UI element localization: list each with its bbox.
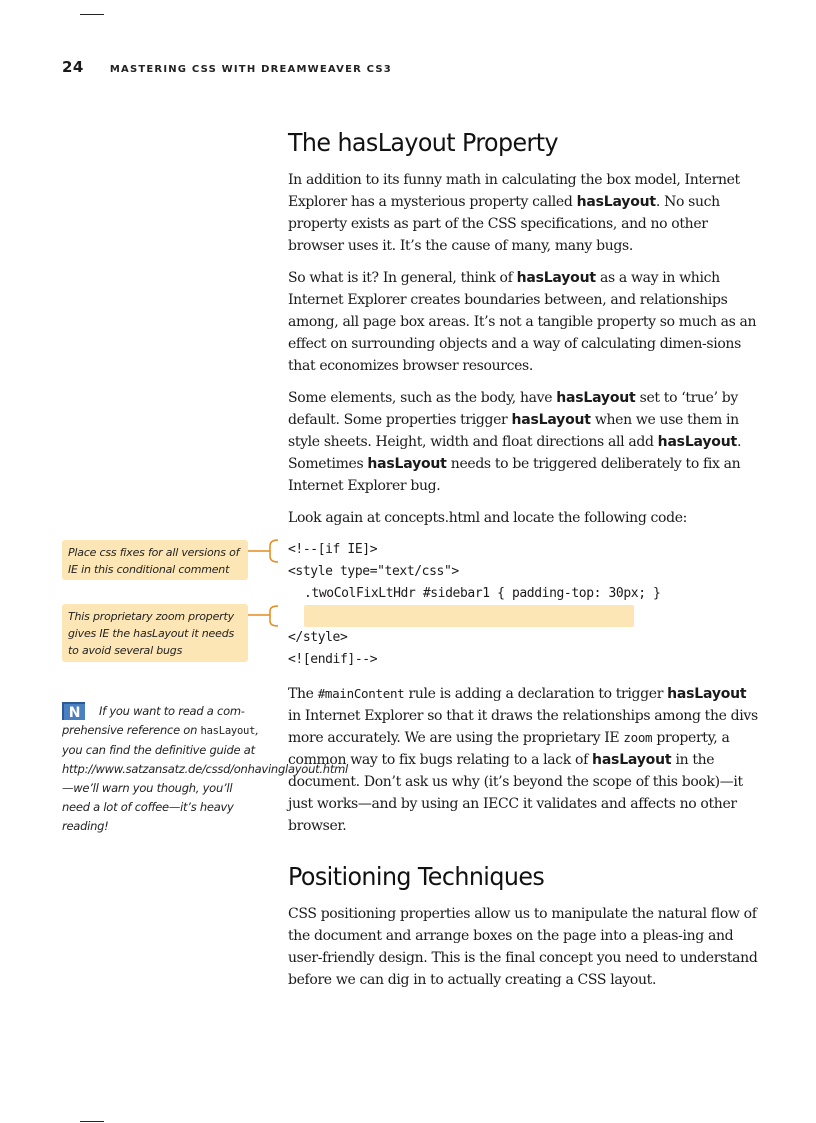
paragraph-2: So what is it? In general, think of hasLayout as a way in which Internet Explorer creates boundaries between, and relationships among, all page box areas. It’s not a tangible property so much as an effect on surrounding objects and a way of calculating dimen-sions that economizes browser resources. [288, 270, 757, 374]
code-line: <![endif]--> [288, 652, 378, 667]
code-line: .twoColFixLtHdr #sidebar1 { padding-top: 30px; } [304, 586, 661, 601]
section-haslayout [288, 128, 758, 847]
code-block [288, 539, 758, 671]
paragraph-6: CSS positioning properties allow us to manipulate the natural flow of the document and arrange boxes on the page into a pleas-ing and user-friendly design. This is the final concept you need to understand before we can dig in to actually creating a CSS layout. [288, 906, 758, 988]
crop-mark-top [80, 14, 104, 15]
paragraph-1: In addition to its funny math in calculating the box model, Internet Explorer has a mysterious property called hasLayout. No such property exists as part of the CSS specifications, and no other browser uses it. It’s the cause of many, many bugs. [288, 172, 740, 254]
code-highlight-placeholder [304, 605, 634, 627]
code-line: <!--[if IE]> [288, 542, 378, 557]
callout-conditional-comment: Place css fixes for all versions of IE in this conditional comment [62, 540, 248, 580]
section-positioning [288, 862, 758, 1001]
sidebar-note: N If you want to read a com-prehensive reference on hasLayout, you can find the definitive guide at http://www.satzansatz.de/cssd/onhavinglayout.html—we’ll warn you though, you’ll need a lot of coffee—it’s heavy reading! [62, 704, 348, 833]
callout-bracket-1 [248, 538, 288, 568]
paragraph-3: Some elements, such as the body, have hasLayout set to ‘true’ by default. Some properties trigger hasLayout when we use them in style sheets. Height, width and float directions all add hasLayout. Sometimes hasLayout needs to be triggered deliberately to fix an Internet Explorer bug. [288, 390, 742, 494]
page-number: 24 [62, 58, 84, 76]
note-icon: N [62, 702, 85, 720]
book-title: MASTERING CSS WITH DREAMWEAVER CS3 [109, 64, 392, 75]
callout-bracket-2 [248, 604, 288, 630]
section-heading-positioning: Positioning Techniques [288, 862, 545, 891]
section-heading-haslayout: The hasLayout Property [288, 128, 558, 157]
code-line: <style type="text/css"> [288, 564, 459, 579]
code-line: </style> [288, 630, 348, 645]
running-head [62, 58, 392, 76]
callout-zoom-property: This proprietary zoom property gives IE the hasLayout it needs to avoid several bugs [62, 604, 248, 662]
paragraph-4: Look again at concepts.html and locate the following code: [288, 510, 688, 526]
crop-mark-bottom [80, 1121, 104, 1122]
paragraph-5: The #mainContent rule is adding a declaration to trigger hasLayout in Internet Explorer so that it draws the relationships among the divs more accurately. We are using the proprietary IE zoom property, a common way to fix bugs relating to a lack of hasLayout in the document. Don’t ask us why (it’s beyond the scope of this book)—it just works—and by using an IECC it validates and affects no other browser. [288, 686, 758, 834]
